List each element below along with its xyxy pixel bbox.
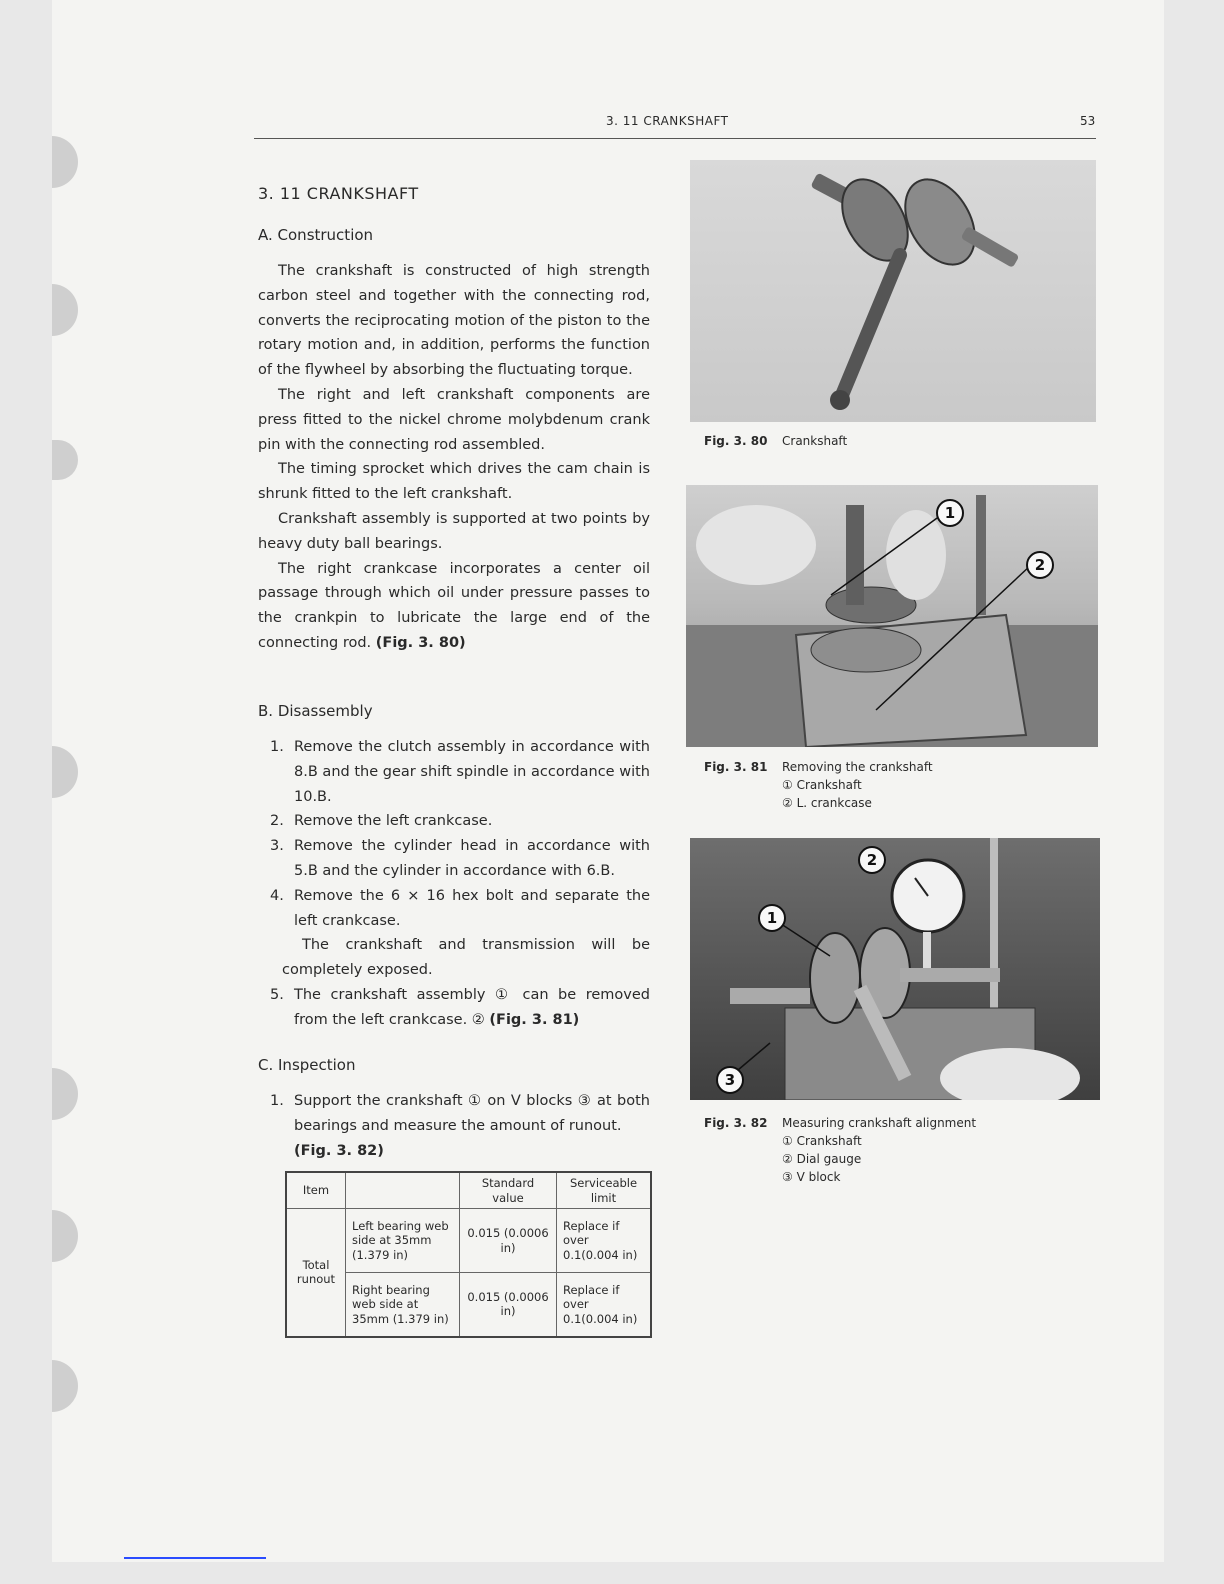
paragraph: The timing sprocket which drives the cam chain is shrunk fitted to the left crankshaft.	[258, 461, 650, 503]
table-cell: Replace if over 0.1(0.004 in)	[557, 1209, 652, 1273]
table-cell: Replace if over 0.1(0.004 in)	[557, 1273, 652, 1337]
header-rule	[254, 138, 1096, 139]
figure-ref: (Fig. 3. 82)	[294, 1142, 384, 1159]
section-title: 3. 11 CRANKSHAFT	[258, 184, 419, 203]
callout-marker: 2	[1026, 551, 1054, 579]
list-item: 5. The crankshaft assembly ① can be removed from the left crankcase. ② (Fig. 3. 81)	[270, 986, 650, 1028]
table-cell: 0.015 (0.0006 in)	[460, 1209, 557, 1273]
figure-caption: Fig. 3. 81 Removing the crankshaft ① Crankshaft ② L. crankcase	[704, 760, 933, 810]
inspection-heading: C. Inspection	[258, 1056, 356, 1074]
table-cell: 0.015 (0.0006 in)	[460, 1273, 557, 1337]
construction-body	[258, 259, 650, 656]
table-row	[286, 1209, 651, 1273]
list-item: 1. Remove the clutch assembly in accordance with 8.B and the gear shift spindle in accordance with 10.B.	[270, 739, 650, 805]
runout-spec-table	[285, 1171, 652, 1338]
list-item: 2. Remove the left crankcase.	[270, 813, 493, 830]
figure-ref: (Fig. 3. 81)	[489, 1011, 580, 1028]
inspection-body	[258, 1089, 650, 1163]
table-cell: Left bearing web side at 35mm (1.379 in)	[346, 1209, 460, 1273]
table-cell: Total runout	[286, 1209, 346, 1337]
crankcase-photo	[686, 485, 1098, 747]
disassembly-heading: B. Disassembly	[258, 702, 373, 720]
page-number: 53	[1080, 114, 1096, 128]
paragraph: The right crankcase incorporates a center oil passage through which oil under pressure passes to the crankpin to lubricate the large end of the connecting rod. (Fig. 3. 80)	[258, 560, 650, 651]
list-item: 3. Remove the cylinder head in accordance with 5.B and the cylinder in accordance with 6.B.	[270, 838, 650, 879]
figure-caption: Fig. 3. 82 Measuring crankshaft alignment ① Crankshaft ② Dial gauge ③ V block	[704, 1116, 977, 1184]
running-header: 3. 11 CRANKSHAFT	[606, 114, 729, 128]
table-cell: Right bearing web side at 35mm (1.379 in)	[346, 1273, 460, 1337]
figure-caption: Fig. 3. 80 Crankshaft	[704, 434, 848, 448]
table-header: Standard value	[460, 1172, 557, 1209]
table-header: Item	[286, 1172, 346, 1209]
list-item: 1. Support the crankshaft ① on V blocks ③ at both bearings and measure the amount of runout. (Fig. 3. 82)	[270, 1093, 650, 1159]
table-header	[346, 1172, 460, 1209]
note: The crankshaft and transmission will be completely exposed.	[282, 937, 650, 979]
construction-heading: A. Construction	[258, 226, 374, 244]
figure-ref: (Fig. 3. 80)	[375, 634, 466, 651]
paragraph: The crankshaft is constructed of high strength carbon steel and together with the connecting rod, converts the reciprocating motion of the piston to the rotary motion and, in addition, performs the function of the flywheel by absorbing the fluctuating torque.	[258, 263, 650, 379]
crankshaft-photo	[690, 160, 1096, 422]
callout-marker: 2	[858, 846, 886, 874]
paragraph: Crankshaft assembly is supported at two points by heavy duty ball bearings.	[258, 510, 650, 552]
callout-marker: 1	[936, 499, 964, 527]
alignment-photo	[690, 838, 1100, 1100]
callout-marker: 3	[716, 1066, 744, 1094]
footer-link-underline	[124, 1557, 266, 1559]
list-item: 4. Remove the 6 × 16 hex bolt and separate the left crankcase.	[270, 887, 650, 929]
table-header: Serviceable limit	[557, 1172, 652, 1209]
table-header-row	[286, 1172, 651, 1209]
paragraph: The right and left crankshaft components are press fitted to the nickel chrome molybdenum crank pin with the connecting rod assembled.	[258, 386, 650, 453]
callout-marker: 1	[758, 904, 786, 932]
disassembly-body	[258, 735, 650, 1033]
